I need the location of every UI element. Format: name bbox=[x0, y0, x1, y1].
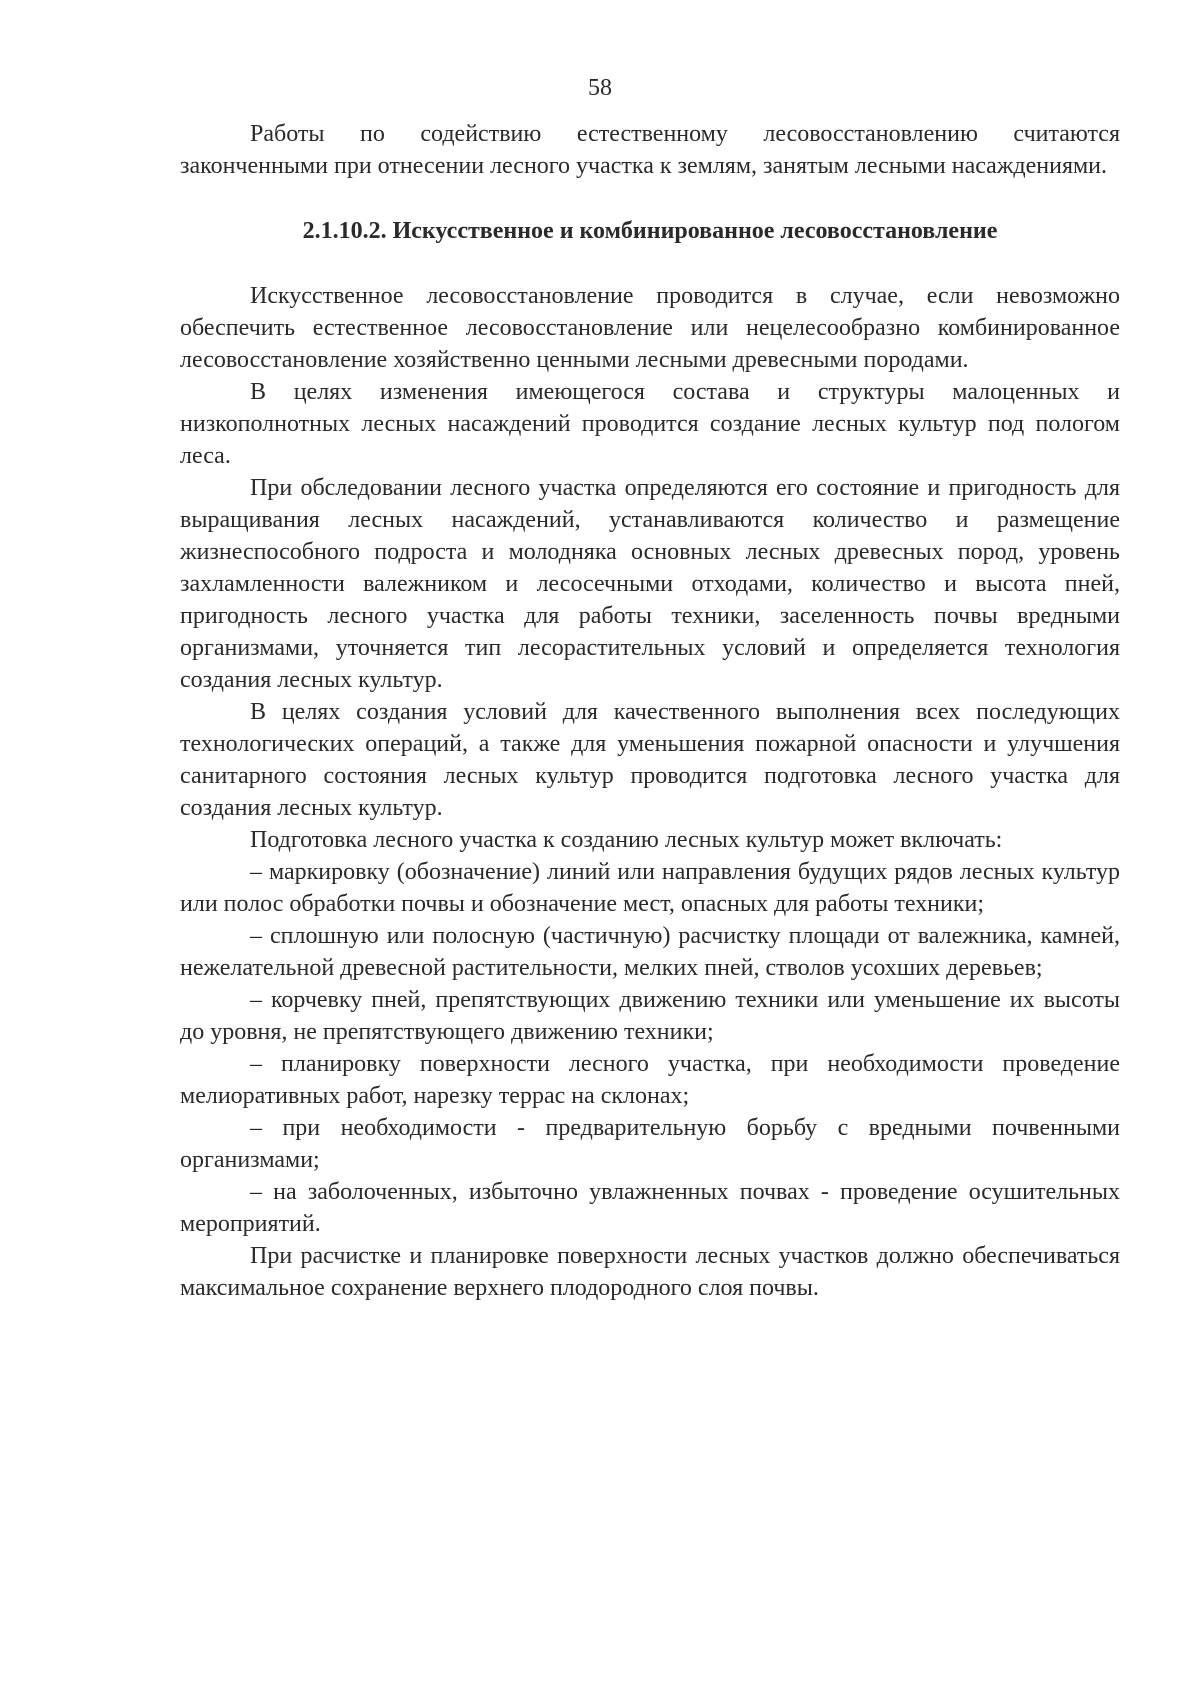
paragraph: Искусственное лесовосстановление проводится в случае, если невозможно обеспечить естественное лесовосстановление или нецелесообразно комбинированное лесовосстановление хозяйственно ценными лесными древесными породами. bbox=[180, 283, 1120, 373]
page-number: 58 bbox=[588, 75, 612, 101]
list-item: – маркировку (обозначение) линий или направления будущих рядов лесных культур или полос обработки почвы и обозначение мест, опасных для работы техники; bbox=[180, 859, 1120, 917]
list-item: – сплошную или полосную (частичную) расчистку площади от валежника, камней, нежелательной древесной растительности, мелких пней, стволов усохших деревьев; bbox=[180, 923, 1120, 981]
intro-paragraph: Работы по содействию естественному лесовосстановлению считаются законченными при отнесении лесного участка к землям, занятым лесными насаждениями. bbox=[180, 121, 1120, 179]
paragraph: В целях создания условий для качественного выполнения всех последующих технологических операций, а также для уменьшения пожарной опасности и улучшения санитарного состояния лесных культур проводится подготовка лесного участка для создания лесных культур. bbox=[180, 699, 1120, 821]
section-heading: 2.1.10.2. Искусственное и комбинированное лесовосстановление bbox=[302, 218, 998, 244]
list-item: – на заболоченных, избыточно увлажненных почвах - проведение осушительных мероприятий. bbox=[180, 1179, 1120, 1237]
list-item: – корчевку пней, препятствующих движению техники или уменьшение их высоты до уровня, не препятствующего движению техники; bbox=[180, 987, 1120, 1045]
paragraph: Подготовка лесного участка к созданию лесных культур может включать: bbox=[250, 827, 1003, 853]
document-body bbox=[180, 118, 1120, 1304]
list-item: – планировку поверхности лесного участка, при необходимости проведение мелиоративных работ, нарезку террас на склонах; bbox=[180, 1051, 1120, 1109]
paragraph: В целях изменения имеющегося состава и структуры малоценных и низкополнотных лесных насаждений проводится создание лесных культур под пологом леса. bbox=[180, 379, 1120, 469]
list-item: – при необходимости - предварительную борьбу с вредными почвенными организмами; bbox=[180, 1115, 1120, 1173]
paragraph: При обследовании лесного участка определяются его состояние и пригодность для выращивания лесных насаждений, устанавливаются количество и размещение жизнеспособного подроста и молодняка основных лесных древесных пород, уровень захламленности валежником и лесосечными отходами, количество и высота пней, пригодность лесного участка для работы техники, заселенность почвы вредными организмами, уточняется тип лесорастительных условий и определяется технология создания лесных культур. bbox=[180, 475, 1120, 693]
closing-paragraph: При расчистке и планировке поверхности лесных участков должно обеспечиваться максимальное сохранение верхнего плодородного слоя почвы. bbox=[180, 1243, 1120, 1301]
